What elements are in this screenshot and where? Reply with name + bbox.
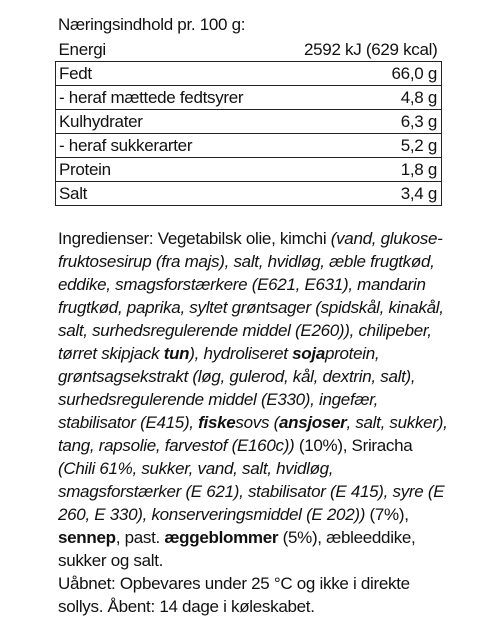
ingredient-segment: sovs ( xyxy=(235,413,279,432)
nutrition-value: 3,4 g xyxy=(278,182,441,206)
allergen-mustard: sennep xyxy=(58,528,116,547)
nutrition-label: - heraf sukkerarter xyxy=(56,134,279,158)
nutrition-label: Salt xyxy=(56,182,279,206)
nutrition-value: 4,8 g xyxy=(278,86,441,110)
allergen-soy: soja xyxy=(292,344,325,363)
ingredient-segment: , past. xyxy=(115,528,165,547)
nutrition-value: 5,2 g xyxy=(278,134,441,158)
nutrition-row-saturated-fat xyxy=(56,86,442,110)
ingredient-segment: Ingredienser: Vegetabilsk olie, kimchi xyxy=(58,229,331,248)
nutrition-row-fat xyxy=(56,62,442,86)
nutrition-label: Energi xyxy=(56,38,279,62)
nutrition-row-carbohydrates xyxy=(56,110,442,134)
nutrition-value: 6,3 g xyxy=(278,110,441,134)
nutrition-row-salt xyxy=(56,182,442,206)
nutrition-label: Fedt xyxy=(56,62,279,86)
ingredient-segment: protein, grøntsagsekstrakt (løg, gulerod, kål, dextrin, salt), surhedsregulerende middel (E330), ingefær, stabilisator (E415), xyxy=(58,344,416,432)
ingredients-text xyxy=(58,227,448,572)
nutrition-row-protein xyxy=(56,158,442,182)
ingredient-segment: ), hydroliseret xyxy=(189,344,293,363)
ingredient-segment: (7%), xyxy=(365,505,409,524)
nutrition-table xyxy=(55,38,442,206)
nutrition-label: - heraf mættede fedtsyrer xyxy=(56,86,279,110)
ingredient-segment: (10%), Sriracha xyxy=(294,436,413,455)
nutrition-value: 1,8 g xyxy=(278,158,441,182)
nutrition-row-sugars xyxy=(56,134,442,158)
nutrition-label: Protein xyxy=(56,158,279,182)
nutrition-label: Kulhydrater xyxy=(56,110,279,134)
allergen-egg-yolks: æggeblommer xyxy=(164,528,279,547)
ingredient-segment: (vand, glukose-fruktosesirup (fra majs), salt, hvidløg, æble frugtkød, eddike, smagsforstærkere (E621, E631), mandarin frugtkød, paprika, syltet grøntsager (spidskål, kinakål, salt, surhedsregulerende middel (E260)), chilipeber, tørret skipjack xyxy=(58,229,444,363)
allergen-fish: fiske xyxy=(198,413,236,432)
storage-instructions: Uåbnet: Opbevares under 25 °C og ikke i direkte sollys. Åbent: 14 dage i køleskabet. xyxy=(58,574,410,616)
ingredient-segment: (Chili 61%, sukker, vand, salt, hvidløg, smagsforstærker (E 621), stabilisator (E 415), syre (E 260, E 330), konserveringsmiddel (E 202)) xyxy=(58,459,445,524)
allergen-tuna: tun xyxy=(163,344,190,363)
nutrition-value: 66,0 g xyxy=(278,62,441,86)
nutrition-heading: Næringsindhold pr. 100 g: xyxy=(58,15,246,34)
nutrition-value: 2592 kJ (629 kcal) xyxy=(278,38,441,62)
allergen-anchovies: ansjoser xyxy=(278,413,347,432)
ingredient-segment: , salt, sukker), tang, rapsolie, farvestof (E160c)) xyxy=(58,413,448,455)
nutrition-row-energy xyxy=(56,38,442,62)
ingredient-segment: (5%), æbleeddike, sukker og salt. xyxy=(58,528,416,570)
ingredients-block xyxy=(58,227,448,618)
